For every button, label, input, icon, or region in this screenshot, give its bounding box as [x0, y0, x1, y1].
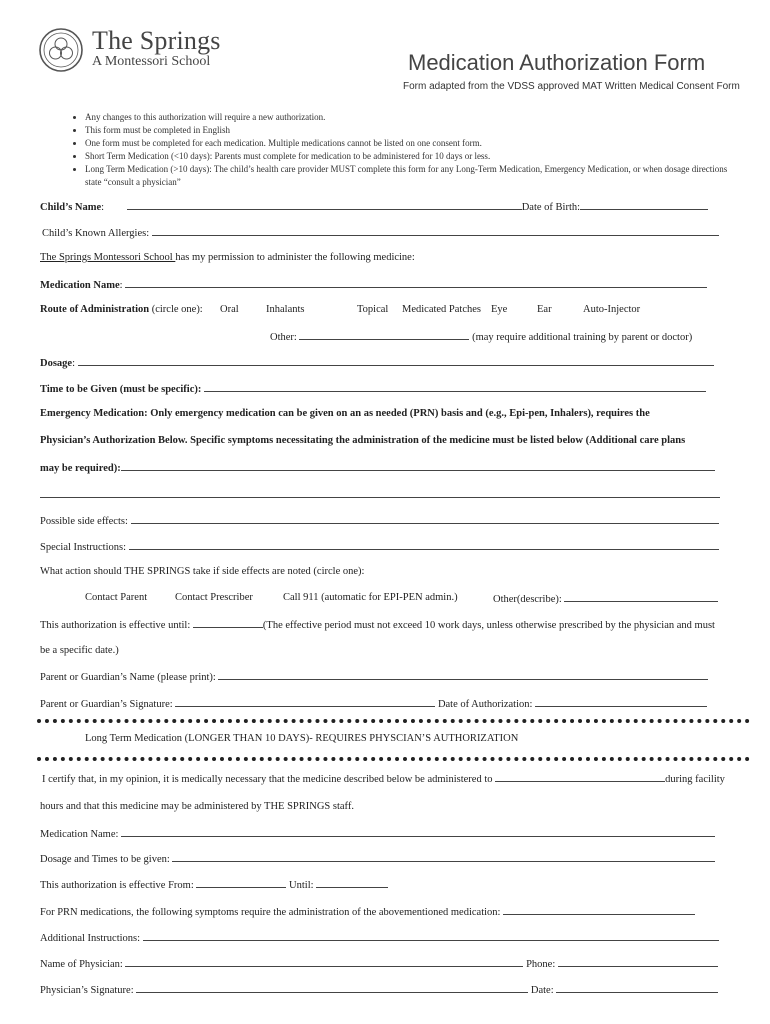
lt-dosage-row: [40, 852, 715, 865]
lt-until-field[interactable]: [316, 878, 388, 888]
emergency-label: may be required):: [40, 463, 121, 474]
route-label: Route of Administration: [40, 304, 150, 315]
lt-dosage-label: Dosage and Times to be given:: [40, 854, 170, 865]
effective-until-label: This authorization is effective until:: [40, 620, 191, 631]
effective-until-field[interactable]: [193, 618, 263, 628]
guardian-name-label: Parent or Guardian’s Name (please print):: [40, 672, 216, 683]
instruction-item: • Long Term Medication (>10 days): The child’s health care provider MUST complete this form for any Long-Term Medication, Emergency Medication, or when dosage directions state “consult a physician”: [85, 163, 745, 189]
instruction-item: • Short Term Medication (<10 days): Parents must complete for medication to be administered for 10 days or less.: [85, 150, 770, 163]
route-row: [40, 304, 203, 315]
school-logo-emblem: [38, 27, 84, 73]
instruction-item: • This form must be completed in English: [85, 124, 770, 137]
emergency-text-line2: Physician’s Authorization Below. Specific symptoms necessitating the administration of the medicine must be listed below (Additional care plans: [40, 435, 686, 446]
lt-signature-row: [40, 983, 718, 996]
route-option-oral[interactable]: Oral: [220, 304, 239, 315]
form-title: Medication Authorization Form: [408, 50, 706, 75]
lt-physician-name-label: Name of Physician:: [40, 959, 123, 970]
dosage-row: Dosage:: [40, 356, 714, 369]
dosage-label: Dosage: [40, 358, 73, 369]
special-instructions-field[interactable]: [129, 540, 719, 550]
section-divider-bottom: [37, 757, 750, 761]
route-other-label: Other:: [270, 332, 297, 343]
time-given-field[interactable]: [204, 382, 706, 392]
allergies-label: Child’s Known Allergies:: [42, 228, 150, 239]
date-of-authorization-field[interactable]: [535, 697, 707, 707]
guardian-signature-field[interactable]: [175, 697, 435, 707]
certify-text-end: during facility: [665, 774, 725, 785]
logo-subtitle: A Montessori School: [92, 54, 211, 69]
route-option-eye[interactable]: Eye: [491, 304, 508, 315]
medication-name-field[interactable]: [125, 278, 707, 288]
dosage-field[interactable]: [78, 356, 714, 366]
special-instructions-label: Special Instructions:: [40, 542, 127, 553]
lt-date-field[interactable]: [556, 983, 718, 993]
guardian-signature-label: Parent or Guardian’s Signature:: [40, 699, 173, 710]
route-circle-note: (circle one):: [149, 304, 203, 315]
lt-physician-name-field[interactable]: [125, 957, 523, 967]
action-question: What action should THE SPRINGS take if side effects are noted (circle one):: [40, 566, 365, 577]
lt-physician-row: [40, 957, 718, 970]
dob-field[interactable]: [580, 200, 708, 210]
action-option-contact-parent[interactable]: Contact Parent: [85, 592, 148, 603]
childs-name-field[interactable]: [127, 200, 522, 210]
effective-until-note: (The effective period must not exceed 10 work days, unless otherwise prescribed by the physician and must: [262, 620, 715, 631]
dob-label: Date of Birth:: [521, 202, 581, 213]
emergency-row: [40, 461, 715, 474]
action-option-other-row: [493, 592, 718, 605]
lt-prn-label: For PRN medications, the following symptoms require the administration of the abovementioned medication:: [40, 907, 501, 918]
lt-medication-name-row: [40, 827, 715, 840]
route-option-auto-injector[interactable]: Auto-Injector: [583, 304, 641, 315]
childs-name-label: Child’s Name: [40, 202, 102, 213]
effective-until-row: [40, 618, 715, 631]
logo-name: The Springs: [92, 26, 221, 55]
action-option-contact-prescriber[interactable]: Contact Prescriber: [175, 592, 253, 603]
lt-effective-row: [40, 878, 388, 891]
action-other-field[interactable]: [564, 592, 718, 602]
instructions-list: [40, 111, 770, 189]
effective-until-note-cont: be a specific date.): [40, 645, 119, 656]
date-of-authorization-label: Date of Authorization:: [437, 699, 533, 710]
lt-until-label: Until:: [289, 880, 314, 891]
permission-statement: [40, 252, 415, 263]
time-given-row: [40, 382, 706, 395]
lt-date-label: Date:: [530, 985, 554, 996]
lt-effective-from-field[interactable]: [196, 878, 286, 888]
side-effects-field[interactable]: [131, 514, 719, 524]
lt-dosage-field[interactable]: [172, 852, 715, 862]
time-given-label: Time to be Given (must be specific):: [40, 384, 202, 395]
emergency-field[interactable]: [121, 461, 715, 471]
action-option-call-911[interactable]: Call 911 (automatic for EPI-PEN admin.): [283, 592, 458, 603]
instruction-item: • Any changes to this authorization will require a new authorization.: [85, 111, 770, 124]
lt-phone-field[interactable]: [558, 957, 718, 967]
route-option-topical[interactable]: Topical: [357, 304, 389, 315]
medication-name-label: Medication Name: [40, 280, 120, 291]
emergency-field-extra-line[interactable]: [40, 496, 720, 498]
school-name: The Springs Montessori School: [40, 252, 176, 263]
route-option-inhalants[interactable]: Inhalants: [266, 304, 305, 315]
guardian-signature-row: [40, 697, 707, 710]
lt-prn-field[interactable]: [503, 905, 695, 915]
lt-effective-from-label: This authorization is effective From:: [40, 880, 194, 891]
lt-additional-label: Additional Instructions:: [40, 933, 141, 944]
route-other-field[interactable]: [299, 330, 469, 340]
side-effects-row: [40, 514, 719, 527]
certify-child-field[interactable]: [495, 772, 665, 782]
emergency-text-line1: Emergency Medication: Only emergency medication can be given on an as needed (PRN) basis and (e.g., Epi-pen, Inhalers), requires the: [40, 408, 650, 419]
lt-medication-name-field[interactable]: [121, 827, 715, 837]
lt-phone-label: Phone:: [526, 959, 556, 970]
lt-physician-signature-field[interactable]: [136, 983, 528, 993]
section-divider-top: [37, 719, 750, 723]
childs-name-row: Child’s Name: Date of Birth:: [40, 200, 708, 213]
guardian-name-field[interactable]: [218, 670, 708, 680]
long-term-heading: Long Term Medication (LONGER THAN 10 DAYS)- REQUIRES PHYSCIAN’S AUTHORIZATION: [85, 733, 519, 744]
route-other-note: (may require additional training by parent or doctor): [472, 332, 693, 343]
lt-medication-name-label: Medication Name:: [40, 829, 119, 840]
medication-name-row: Medication Name:: [40, 278, 707, 291]
certify-row: [42, 772, 725, 785]
form-subtitle: Form adapted from the VDSS approved MAT Written Medical Consent Form: [403, 81, 740, 92]
lt-additional-row: [40, 931, 719, 944]
lt-additional-field[interactable]: [143, 931, 719, 941]
permission-text: has my permission to administer the following medicine:: [175, 252, 415, 263]
guardian-name-row: [40, 670, 708, 683]
allergies-row: [42, 226, 719, 239]
certify-text: I certify that, in my opinion, it is medically necessary that the medicine described below be administered to: [42, 774, 493, 785]
lt-prn-row: [40, 905, 695, 918]
certify-text-cont: hours and that this medicine may be administered by THE SPRINGS staff.: [40, 801, 354, 812]
instruction-item: • One form must be completed for each medication. Multiple medications cannot be listed on one consent form.: [85, 137, 770, 150]
route-option-ear[interactable]: Ear: [537, 304, 552, 315]
allergies-field[interactable]: [152, 226, 719, 236]
route-other-row: [270, 330, 692, 343]
lt-physician-signature-label: Physician’s Signature:: [40, 985, 134, 996]
action-option-other[interactable]: Other(describe):: [493, 594, 562, 605]
special-instructions-row: [40, 540, 719, 553]
route-option-medicated-patches[interactable]: Medicated Patches: [402, 304, 482, 315]
side-effects-label: Possible side effects:: [40, 516, 128, 527]
